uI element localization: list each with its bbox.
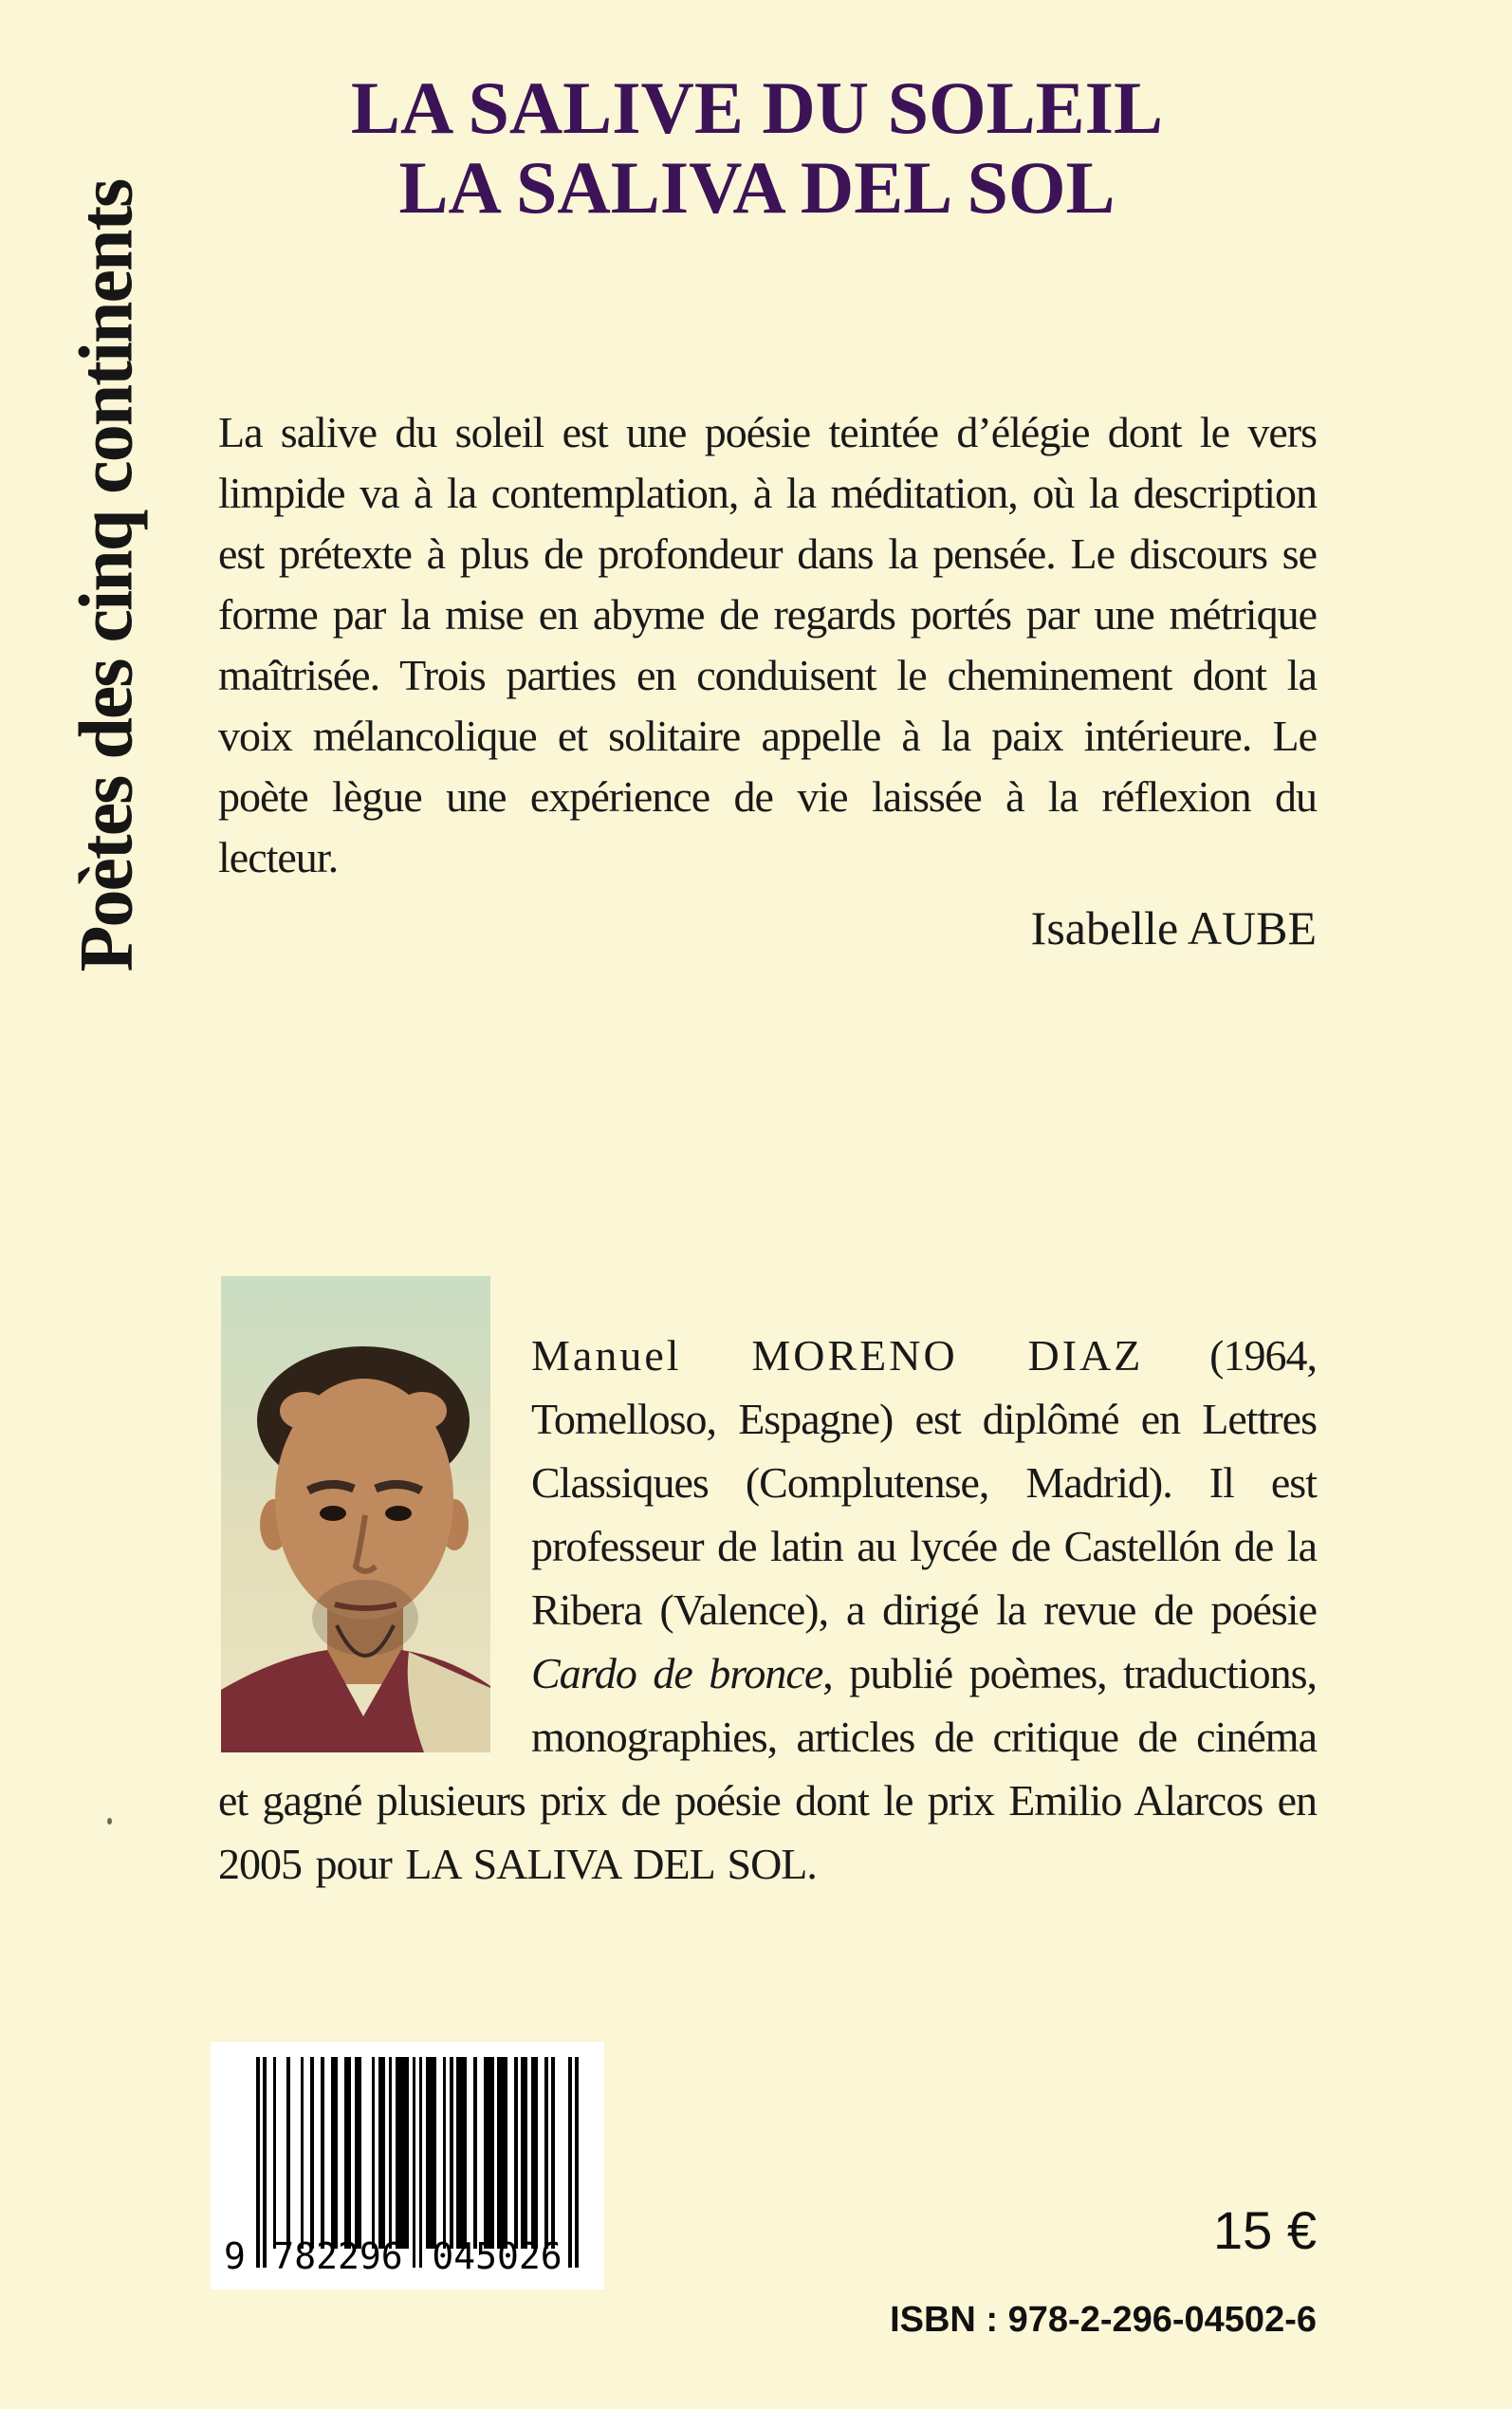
- barcode-bar: [450, 2057, 453, 2249]
- barcode-bar: [544, 2057, 548, 2249]
- barcode-bar: [331, 2057, 338, 2249]
- barcode-bar: [372, 2057, 376, 2249]
- barcode-bar: [310, 2057, 314, 2249]
- barcode-bar: [273, 2057, 277, 2249]
- bio-journal-title: Cardo de bronce: [531, 1649, 823, 1697]
- book-title-line2: LA SALIVA DEL SOL: [398, 146, 1116, 229]
- series-label: Poètes des cinq continents: [65, 179, 148, 973]
- barcode-right-digits: 045026: [432, 2235, 562, 2277]
- barcode-left-digits: 782296: [272, 2235, 403, 2277]
- barcode-bar: [521, 2057, 527, 2249]
- barcode-system-digit: 9: [224, 2235, 246, 2277]
- isbn: ISBN : 978-2-296-04502-6: [890, 2300, 1317, 2340]
- author-name: Manuel MORENO DIAZ: [531, 1331, 1144, 1380]
- series-label-box: [57, 149, 157, 1003]
- barcode-bar: [301, 2057, 304, 2249]
- barcode-bar: [378, 2057, 385, 2249]
- barcode-bar: [456, 2057, 467, 2249]
- barcode-bar: [568, 2057, 572, 2268]
- bio-text-2: , publié poèmes, traductions, monographies, articles de critique de cinéma et gagné plusieurs prix de poésie dont le prix Emilio Alarcos en 2005 pour LA SALIVA DEL SOL.: [218, 1649, 1317, 1888]
- author-bio: [218, 1324, 1317, 1896]
- review-signature: Isabelle AUBE: [1030, 901, 1317, 954]
- barcode-bar: [286, 2057, 290, 2249]
- barcode-bar: [419, 2057, 423, 2268]
- barcode-bar: [551, 2057, 555, 2249]
- barcode-bar: [484, 2057, 494, 2249]
- barcode-bar: [355, 2057, 361, 2249]
- price: 15 €: [1213, 2200, 1317, 2260]
- book-title: [207, 68, 1307, 228]
- barcode-bar: [497, 2057, 507, 2249]
- barcode-bar: [575, 2057, 579, 2268]
- bio-text-1: (1964, Tomelloso, Espagne) est diplômé en Lettres Classiques (Complutense, Madrid). Il est professeur de latin au lycée de Castellón de la Ribera (Valence), a dirigé la revue de poésie: [531, 1331, 1318, 1634]
- barcode-bar: [531, 2057, 538, 2249]
- review-block: [218, 402, 1317, 954]
- barcode-bar: [396, 2057, 409, 2249]
- book-title-line1: LA SALIVE DU SOLEIL: [350, 66, 1164, 149]
- print-speck: [107, 1818, 112, 1825]
- review-text: La salive du soleil est une poésie teintée d’élégie dont le vers limpide va à la contemplation, à la méditation, où la description est prétexte à plus de profondeur dans la pensée. Le discours se forme par la mise en abyme de regards portés par une métrique maîtrisée. Trois parties en conduisent le cheminement dont la voix mélancolique et solitaire appelle à la paix intérieure. Le poète lègue une expérience de vie laissée à la réflexion du lecteur.: [218, 408, 1317, 881]
- barcode-bar: [321, 2057, 324, 2249]
- barcode-bar: [473, 2057, 477, 2249]
- barcode: [211, 2042, 604, 2289]
- barcode-bar: [426, 2057, 436, 2249]
- barcode-bar: [443, 2057, 447, 2249]
- barcode-bar: [263, 2057, 267, 2268]
- barcode-bar: [256, 2057, 260, 2268]
- barcode-bar: [389, 2057, 393, 2249]
- barcode-bar: [344, 2057, 351, 2249]
- barcode-bar: [413, 2057, 416, 2268]
- barcode-bar: [514, 2057, 518, 2249]
